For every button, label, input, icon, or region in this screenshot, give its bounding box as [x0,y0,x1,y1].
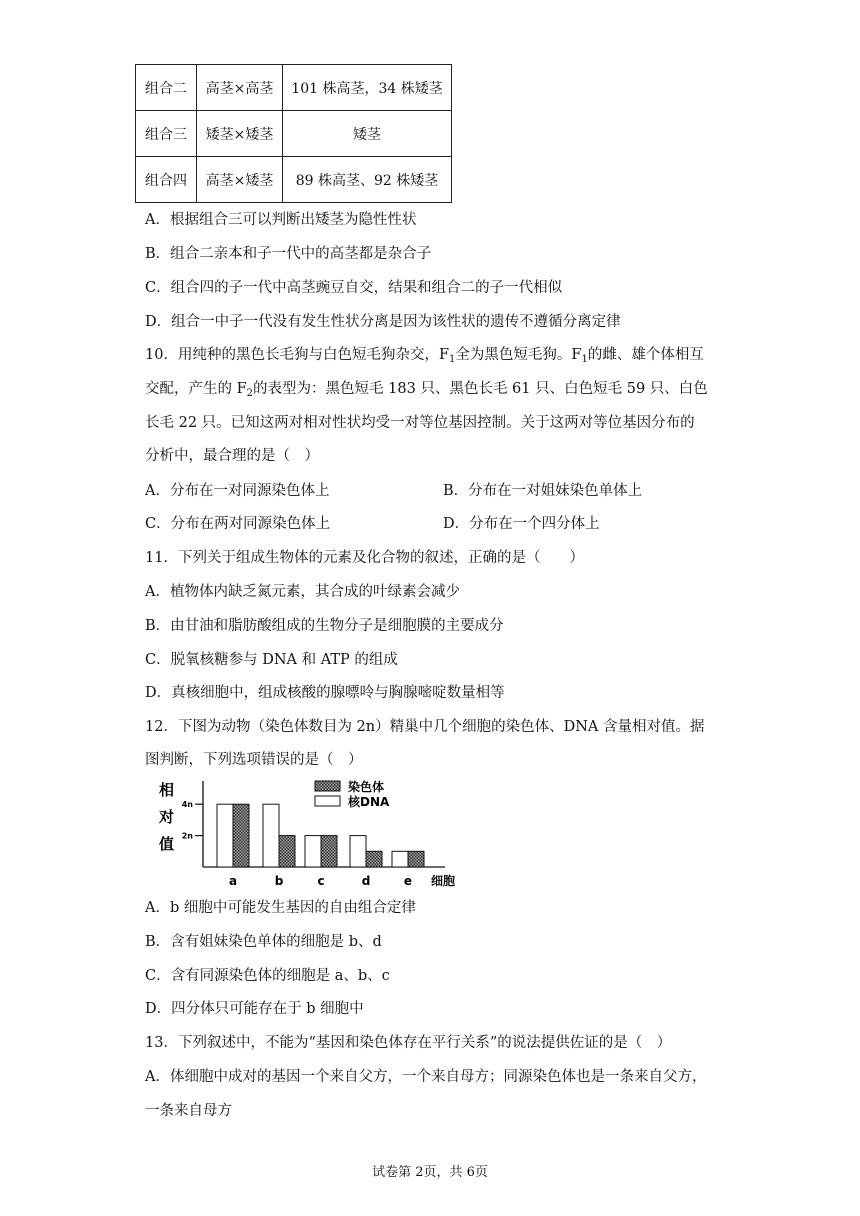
q10-stem-line-1: 10．用纯种的黑色长毛狗与白色短毛狗杂交，$F_1$全为黑色短毛狗。$F_1$的雌、雄个体相互 [145,347,704,365]
bar-chromosome-d [366,851,382,867]
q12-stem-line-1: 12．下图为动物（染色体数目为 2n）精巢中几个细胞的染色体、DNA 含量相对值。据 [145,719,705,735]
bar-chromosome-b [279,836,295,867]
q10-stem-line-2: 交配，产生的 $F_2$的表型为：黑色短毛 183 只、黑色长毛 61 只、白色短毛 59 只、白色 [145,381,708,399]
q10-option-b: B．分布在一对姐妹染色单体上 [443,483,643,499]
q10-option-a: A．分布在一对同源染色体上 [145,483,330,499]
q12-option-d: D．四分体只可能存在于 b 细胞中 [145,1001,364,1017]
q12-option-b: B．含有姐妹染色单体的细胞是 b、d [145,934,382,950]
y-axis-label-char: 相 [159,781,175,799]
page-footer: 试卷第 2页，共 6页 [372,1165,488,1180]
q9-option-c: C．组合四的子一代中高茎豌豆自交，结果和组合二的子一代相似 [145,280,563,296]
bar-chromosome-c [321,836,337,867]
y-tick-label: 2n [181,831,193,841]
q11-option-c: C．脱氧核糖参与 DNA 和 ATP 的组成 [145,652,398,668]
y-axis-label-char: 值 [159,835,175,853]
q10-option-c: C．分布在两对同源染色体上 [145,516,331,532]
q9-option-a: A．根据组合三可以判断出矮茎为隐性性状 [145,212,417,228]
q9-option-b: B．组合二亲本和子一代中的高茎都是杂合子 [145,246,432,262]
x-tick-label: d [361,874,371,888]
q9-option-d: D．组合一中子一代没有发生性状分离是因为该性状的遗传不遵循分离定律 [145,314,621,330]
q11-option-a: A．植物体内缺乏氮元素，其合成的叶绿素会减少 [145,584,460,600]
x-tick-label: c [317,874,325,888]
legend-swatch-chromosome [315,781,340,791]
group-cell: 组合二 [136,65,197,111]
y-tick-label: 4n [181,800,193,810]
y-axis-label-char: 对 [159,808,175,826]
q12-stem-line-2: 图判断，下列选项错误的是（ ） [145,752,363,768]
legend-label-chromosome: 染色体 [348,780,385,794]
q10-option-d: D．分布在一个四分体上 [443,516,600,532]
group-cell: 组合四 [136,157,197,203]
q13-option-a-line-1: A．体细胞中成对的基因一个来自父方，一个来自母方；同源染色体也是一条来自父方， [145,1069,707,1085]
result-cell: 101 株高茎，34 株矮茎 [283,65,452,111]
q10-stem-line-3: 长毛 22 只。已知这两对相对性状均受一对等位基因控制。关于这两对等位基因分布的 [145,415,695,431]
result-cell: 89 株高茎、92 株矮茎 [283,157,452,203]
q11-stem: 11．下列关于组成生物体的元素及化合物的叙述，正确的是（ ） [145,550,584,566]
bar-dna-a [217,804,233,867]
result-cell: 矮茎 [283,111,452,157]
x-axis-label: 细胞 [431,874,456,888]
bar-dna-d [350,836,366,867]
table-row [136,111,452,157]
bar-dna-c [305,836,321,867]
q12-option-a: A．b 细胞中可能发生基因的自由组合定律 [145,900,416,916]
group-cell: 组合三 [136,111,197,157]
x-tick-label: a [228,874,238,888]
bar-chromosome-e [408,851,424,867]
cross-cell: 矮茎×矮茎 [197,111,283,157]
q13-stem: 13．下列叙述中，不能为“基因和染色体存在平行关系”的说法提供佐证的是（ ） [145,1035,672,1051]
table-row [136,157,452,203]
cross-results-table [135,64,452,203]
legend-label-dna: 核DNA [348,795,390,809]
bar-dna-e [392,851,408,867]
q13-option-a-line-2: 一条来自母方 [145,1103,232,1119]
x-tick-label: b [274,874,284,888]
chromosome-dna-bar-chart [145,775,475,893]
q10-stem-line-4: 分析中，最合理的是（ ） [145,448,319,464]
q11-option-d: D．真核细胞中，组成核酸的腺嘌呤与胸腺嘧啶数量相等 [145,685,505,701]
cross-cell: 高茎×矮茎 [197,157,283,203]
q12-option-c: C．含有同源染色体的细胞是 a、b、c [145,968,390,984]
table-row [136,65,452,111]
x-tick-label: e [403,874,413,888]
legend-swatch-dna [315,796,340,806]
q11-option-b: B．由甘油和脂肪酸组成的生物分子是细胞膜的主要成分 [145,618,504,634]
cross-cell: 高茎×高茎 [197,65,283,111]
bar-chromosome-a [233,804,249,867]
bar-dna-b [263,804,279,867]
